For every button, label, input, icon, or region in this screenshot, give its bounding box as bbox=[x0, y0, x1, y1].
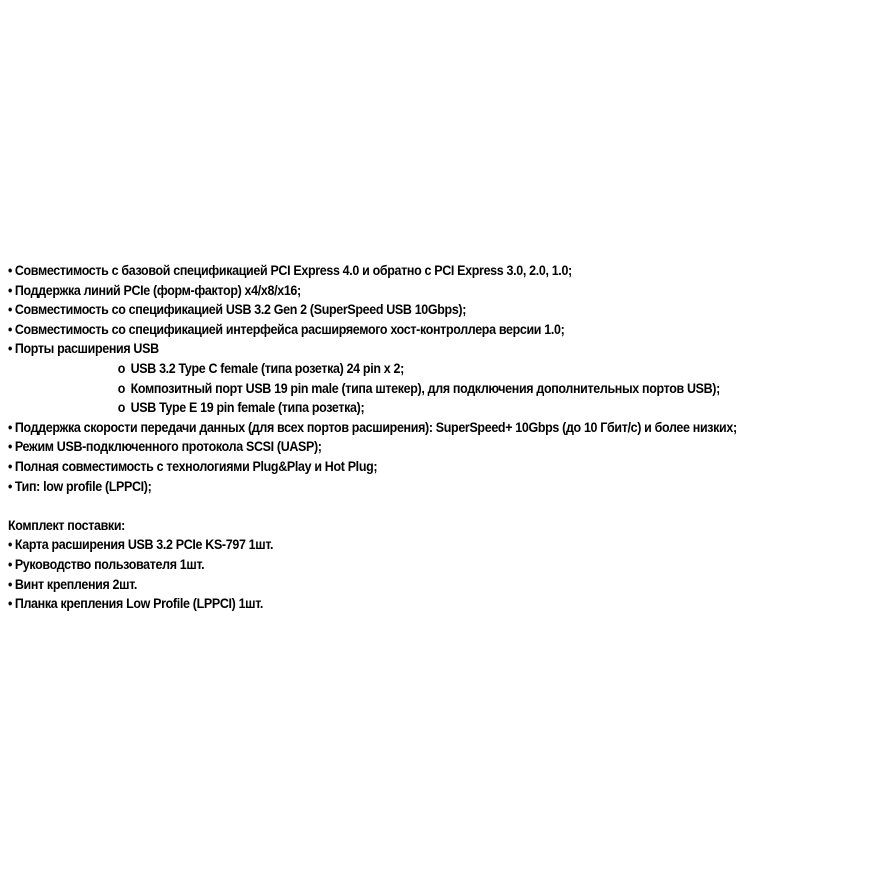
bullet-icon: • bbox=[8, 478, 13, 494]
bullet-icon: • bbox=[8, 302, 13, 318]
package-heading: Комплект поставки: bbox=[8, 517, 125, 533]
sub-bullet-icon: o bbox=[117, 360, 126, 376]
feature-text: Режим USB-подключенного протокола SCSI (UASP); bbox=[14, 439, 322, 455]
feature-text: Тип: low profile (LPPCI); bbox=[14, 478, 152, 494]
port-item bbox=[8, 359, 804, 379]
feature-item bbox=[8, 261, 804, 281]
package-text: Руководство пользователя 1шт. bbox=[14, 556, 205, 572]
feature-text: Совместимость с базовой спецификацией PCI Express 4.0 и обратно с PCI Express 3.0, 2.0, 1.0; bbox=[14, 263, 572, 278]
feature-item bbox=[8, 300, 804, 320]
feature-item bbox=[8, 437, 804, 457]
spec-document bbox=[8, 261, 864, 614]
port-item bbox=[8, 398, 804, 418]
feature-text: Поддержка линий PCIe (форм-фактор) x4/x8/x16; bbox=[14, 282, 301, 298]
package-item bbox=[8, 594, 804, 614]
feature-item bbox=[8, 339, 804, 359]
feature-text: Совместимость со спецификацией интерфейса расширяемого хост-контроллера версии 1.0; bbox=[14, 321, 565, 337]
sub-bullet-icon: o bbox=[117, 380, 126, 396]
feature-item bbox=[8, 477, 804, 497]
feature-text: Поддержка скорости передачи данных (для всех портов расширения): SuperSpeed+ 10Gbps (до 10 Гбит/с) и более низких; bbox=[14, 419, 737, 435]
package-text: Карта расширения USB 3.2 PCIe KS-797 1шт. bbox=[14, 537, 274, 553]
feature-item bbox=[8, 457, 804, 477]
bullet-icon: • bbox=[8, 341, 13, 357]
bullet-icon: • bbox=[8, 596, 13, 612]
port-text: USB Type E 19 pin female (типа розетка); bbox=[130, 400, 365, 416]
bullet-icon: • bbox=[8, 321, 13, 337]
feature-item bbox=[8, 281, 804, 301]
package-item bbox=[8, 575, 804, 595]
bullet-icon: • bbox=[8, 263, 13, 278]
sub-bullet-icon: o bbox=[117, 400, 126, 416]
feature-item bbox=[8, 418, 804, 438]
package-item bbox=[8, 535, 804, 555]
port-text: USB 3.2 Type C female (типа розетка) 24 pin x 2; bbox=[130, 360, 404, 376]
feature-text: Совместимость со спецификацией USB 3.2 Gen 2 (SuperSpeed USB 10Gbps); bbox=[14, 302, 467, 318]
section-spacer bbox=[8, 496, 864, 516]
bullet-icon: • bbox=[8, 458, 13, 474]
port-item bbox=[8, 379, 804, 399]
bullet-icon: • bbox=[8, 282, 13, 298]
package-text: Винт крепления 2шт. bbox=[14, 576, 138, 592]
port-text: Композитный порт USB 19 pin male (типа штекер), для подключения дополнительных портов USB); bbox=[130, 380, 720, 396]
feature-item bbox=[8, 320, 804, 340]
feature-text: Порты расширения USB bbox=[14, 341, 159, 357]
package-text: Планка крепления Low Profile (LPPCI) 1шт. bbox=[14, 596, 264, 612]
bullet-icon: • bbox=[8, 576, 13, 592]
bullet-icon: • bbox=[8, 556, 13, 572]
bullet-icon: • bbox=[8, 419, 13, 435]
package-item bbox=[8, 555, 804, 575]
bullet-icon: • bbox=[8, 439, 13, 455]
feature-text: Полная совместимость с технологиями Plug&Play и Hot Plug; bbox=[14, 458, 378, 474]
bullet-icon: • bbox=[8, 537, 13, 553]
